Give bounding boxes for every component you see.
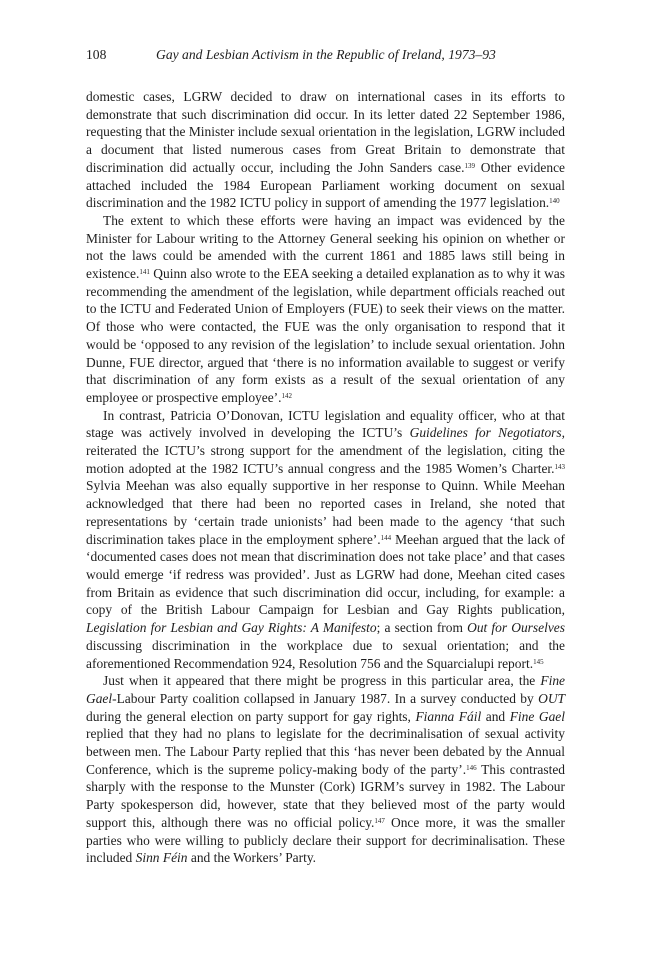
italic-text: Guidelines for Negotiators bbox=[409, 425, 562, 441]
italic-text: Out for Ourselves bbox=[467, 620, 565, 636]
body-text bbox=[86, 88, 565, 867]
footnote-ref: 140 bbox=[549, 197, 560, 206]
text-run: This contrasted sharply with the response to the Munster (Cork) IGRM’s survey in 1982. The Labour Party spokesperson did, however, state that they believed most of the party would support this, although there was no official policy. bbox=[86, 761, 565, 830]
text-run: ; a section from bbox=[376, 620, 468, 636]
paragraph bbox=[86, 407, 565, 673]
italic-text: OUT bbox=[538, 690, 565, 706]
text-run: Meehan argued that the lack of ‘documented cases does not mean that discrimination does not take place’ and that cases would emerge ‘if redress was provided’. Just as LGRW had done, Meehan cited cases from Britain as evidence that such discrimination did occur, including, for example: a copy of the British Labour Campaign for Lesbian and Gay Rights publication, bbox=[86, 531, 565, 618]
italic-text: Legislation for Lesbian and Gay Rights: A Manifesto bbox=[86, 620, 377, 636]
footnote-ref: 146 bbox=[466, 763, 477, 772]
paragraph bbox=[86, 212, 565, 407]
footnote-ref: 142 bbox=[281, 391, 293, 400]
italic-text: Fianna Fáil bbox=[415, 708, 482, 724]
text-run: In contrast, Patricia O’Donovan, ICTU legislation and equality officer, who at that stage was actively involved in developing the ICTU’s bbox=[86, 407, 565, 441]
text-run: Just when it appeared that there might be progress in this particular area, the bbox=[103, 673, 541, 689]
footnote-ref: 144 bbox=[380, 533, 392, 542]
text-run: domestic cases, LGRW decided to draw on international cases in its efforts to demonstrate that such discrimination did occur. In its letter dated 22 September 1986, requesting that the Minister include sexual orientation in the legislation, LGRW included a document that listed numerous cases from Great Britain to demonstrate that discrimination did actually occur, including the John Sanders case. bbox=[86, 89, 565, 175]
paragraph bbox=[86, 672, 565, 867]
italic-text: Fine Gael bbox=[509, 708, 565, 724]
text-run: discussing discrimination in the workplace due to sexual orientation; and the aforementioned Recommendation 924, Resolution 756 and the Squarcialupi report. bbox=[86, 637, 565, 671]
running-header bbox=[86, 45, 566, 65]
footnote-ref: 143 bbox=[554, 462, 565, 471]
text-run: -Labour Party coalition collapsed in January 1987. In a survey conducted by bbox=[112, 690, 539, 706]
running-title: Gay and Lesbian Activism in the Republic of Ireland, 1973–93 bbox=[156, 47, 496, 62]
footnote-ref: 141 bbox=[139, 268, 150, 277]
text-run: and the Workers’ Party. bbox=[187, 850, 317, 866]
text-run: Quinn also wrote to the EEA seeking a detailed explanation as to why it was recommending the amendment of the legislation, while department officials reached out to the ICTU and Federated Union of Employers (FUE) to seek their views on the matter. Of those who were contacted, the FUE was the only organisation to respond that it would be ‘opposed to any revision of the legislation’ to include sexual orientation. John Dunne, FUE director, argued that ‘there is no information available to suggest or verify that discrimination of any form exists as a result of the sexual orientation of any employee or prospective employee’. bbox=[86, 266, 565, 405]
text-run: Sylvia Meehan was also equally supportive in her response to Quinn. While Meehan acknowledged that there had been no reported cases in Ireland, she noted that representations by ‘certain trade unionists’ had been made to the agency ‘that such discrimination takes place in the employment sphere’. bbox=[86, 478, 565, 547]
footnote-ref: 139 bbox=[464, 161, 475, 170]
text-run: Once more, it was the smaller parties who were willing to publicly declare their support for decriminalisation. These included bbox=[86, 814, 565, 866]
italic-text: Sinn Féin bbox=[135, 850, 188, 866]
footnote-ref: 147 bbox=[374, 816, 385, 825]
text-run: , reiterated the ICTU’s strong support for the amendment of the legislation, citing the motion adopted at the 1982 ICTU’s annual congress and the 1985 Women’s Charter. bbox=[86, 425, 565, 476]
text-run: and bbox=[481, 708, 510, 724]
page-number: 108 bbox=[86, 47, 107, 62]
paragraph bbox=[86, 88, 565, 212]
text-run: during the general election on party support for gay rights, bbox=[86, 708, 416, 724]
text-run: Other evidence attached included the 1984 European Parliament working document on sexual discrimination and the 1982 ICTU policy in support of amending the 1977 legislation. bbox=[86, 159, 565, 211]
text-run: The extent to which these efforts were having an impact was evidenced by the Minister for Labour writing to the Attorney General seeking his opinion on whether or not the laws could be amended with the current 1861 and 1885 laws still being in existence. bbox=[86, 212, 565, 282]
text-run: replied that they had no plans to legislate for the decriminalisation of sexual activity between men. The Labour Party replied that this ‘has never been debated by the Annual Conference, which is the supreme policy-making body of the party’. bbox=[86, 726, 565, 777]
footnote-ref: 145 bbox=[533, 657, 544, 666]
italic-text: Fine Gael bbox=[86, 673, 565, 706]
